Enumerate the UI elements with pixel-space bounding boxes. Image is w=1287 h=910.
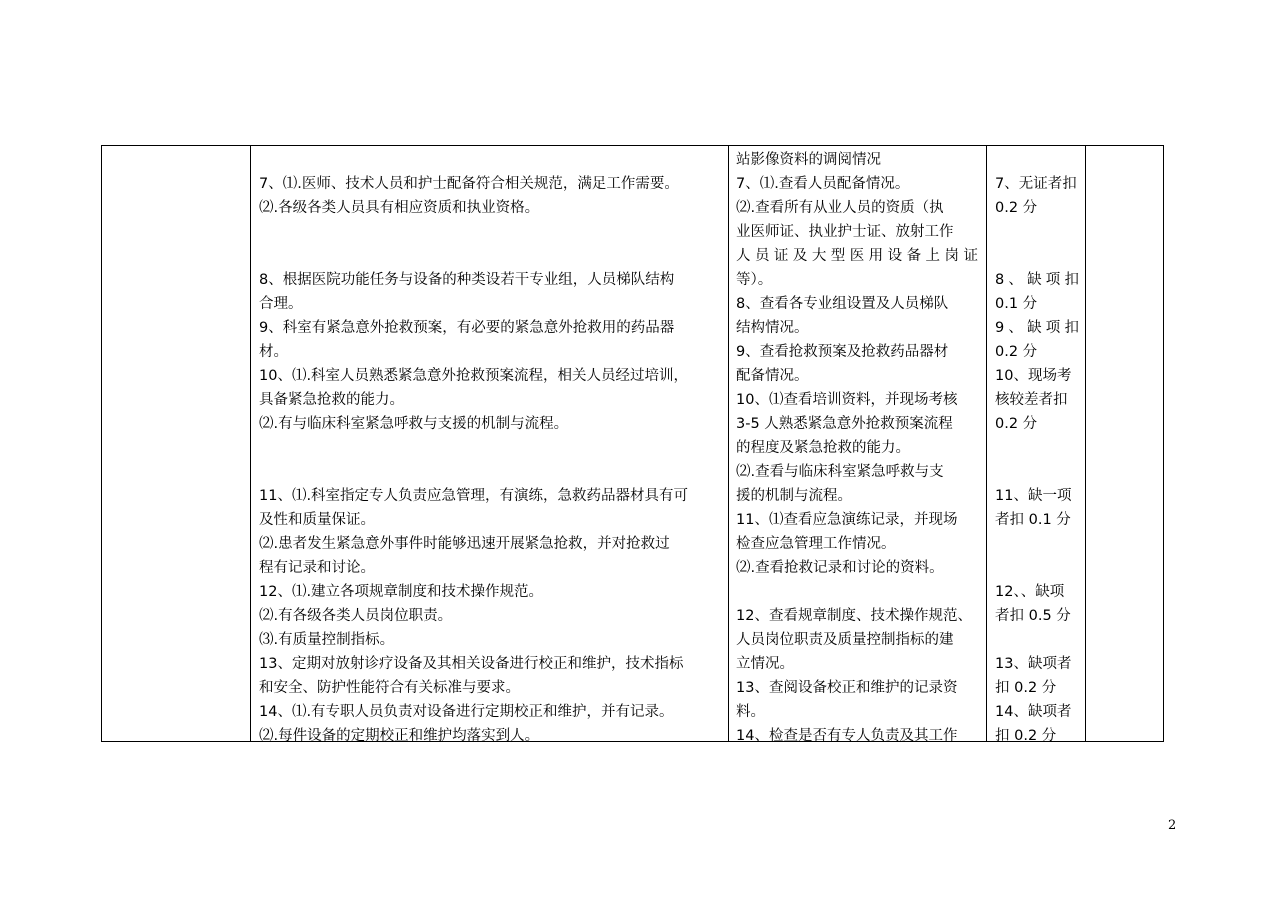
method-text-line: 检查应急管理工作情况。 xyxy=(736,536,896,552)
standard-text-line: 10、⑴.科室人员熟悉紧急意外抢救预案流程，相关人员经过培训， xyxy=(259,368,689,384)
score-text-line: 0.2 分 xyxy=(995,200,1038,216)
method-text-line: 14、检查是否有专人负责及其工作 xyxy=(736,728,958,744)
standard-text-line: ⑵.每件设备的定期校正和维护均落实到人。 xyxy=(259,728,540,744)
method-text-line: 8、查看各专业组设置及人员梯队 xyxy=(736,296,949,312)
standard-text-line: 14、⑴.有专职人员负责对设备进行定期校正和维护，并有记录。 xyxy=(259,704,674,720)
standard-text-line: 13、定期对放射诊疗设备及其相关设备进行校正和维护，技术指标 xyxy=(259,656,684,672)
method-text-line: 人 员 证 及 大 型 医 用 设 备 上 岗 证 xyxy=(736,248,978,264)
standard-text-line: ⑵.各级各类人员具有相应资质和执业资格。 xyxy=(259,200,540,216)
column-divider xyxy=(250,146,251,741)
standard-text-line: 和安全、防护性能符合有关标准与要求。 xyxy=(259,680,520,696)
method-text-line: ⑵.查看抢救记录和讨论的资料。 xyxy=(736,560,944,576)
score-text-line: 扣 0.2 分 xyxy=(995,680,1057,696)
standard-text-line: 12、⑴.建立各项规章制度和技术操作规范。 xyxy=(259,584,544,600)
score-text-line: 者扣 0.1 分 xyxy=(995,512,1071,528)
method-text-line: ⑵.查看所有从业人员的资质（执 xyxy=(736,200,944,216)
score-text-line: 14、缺项者 xyxy=(995,704,1072,720)
standard-text-line: 材。 xyxy=(259,344,288,360)
method-text-line: 9、查看抢救预案及抢救药品器材 xyxy=(736,344,949,360)
column-divider xyxy=(1085,146,1086,741)
score-text-line: 13、缺项者 xyxy=(995,656,1072,672)
standard-text-line: 合理。 xyxy=(259,296,303,312)
score-text-line: 10、现场考 xyxy=(995,368,1072,384)
standard-text-line: 程有记录和讨论。 xyxy=(259,560,375,576)
score-text-line: 核较差者扣 xyxy=(995,392,1068,408)
method-text-line: 配备情况。 xyxy=(736,368,809,384)
method-text-line: 12、查看规章制度、技术操作规范、 xyxy=(736,608,972,624)
standard-text-line: 8、根据医院功能任务与设备的种类设若干专业组，人员梯队结构 xyxy=(259,272,675,288)
method-text-line: 11、⑴查看应急演练记录，并现场 xyxy=(736,512,958,528)
score-text-line: 扣 0.2 分 xyxy=(995,728,1057,744)
method-text-line: 立情况。 xyxy=(736,656,794,672)
score-text-line: 11、缺一项 xyxy=(995,488,1072,504)
method-text-line: 13、查阅设备校正和维护的记录资 xyxy=(736,680,958,696)
standard-text-line: 及性和质量保证。 xyxy=(259,512,375,528)
standard-text-line: 具备紧急抢救的能力。 xyxy=(259,392,404,408)
score-text-line: 者扣 0.5 分 xyxy=(995,608,1071,624)
standard-text-line: 7、⑴.医师、技术人员和护士配备符合相关规范，满足工作需要。 xyxy=(259,176,679,192)
method-text-line: ⑵.查看与临床科室紧急呼救与支 xyxy=(736,464,944,480)
standard-text-line: ⑵.患者发生紧急意外事件时能够迅速开展紧急抢救，并对抢救过 xyxy=(259,536,670,552)
standard-text-line: ⑶.有质量控制指标。 xyxy=(259,632,395,648)
page-number: 2 xyxy=(1168,818,1177,833)
method-text-line: 站影像资料的调阅情况 xyxy=(736,152,881,168)
score-text-line: 9 、 缺 项 扣 xyxy=(995,320,1079,336)
method-text-line: 结构情况。 xyxy=(736,320,809,336)
score-text-line: 7、无证者扣 xyxy=(995,176,1077,192)
method-text-line: 等）。 xyxy=(736,272,773,288)
standard-text-line: ⑵.有各级各类人员岗位职责。 xyxy=(259,608,453,624)
score-text-line: 8 、 缺 项 扣 xyxy=(995,272,1079,288)
method-text-line: 人员岗位职责及质量控制指标的建 xyxy=(736,632,954,648)
score-text-line: 12、、缺项 xyxy=(995,584,1065,600)
column-divider xyxy=(728,146,729,741)
method-text-line: 援的机制与流程。 xyxy=(736,488,852,504)
score-text-line: 0.1 分 xyxy=(995,296,1038,312)
score-text-line: 0.2 分 xyxy=(995,416,1038,432)
standard-text-line: ⑵.有与临床科室紧急呼救与支援的机制与流程。 xyxy=(259,416,569,432)
score-text-line: 0.2 分 xyxy=(995,344,1038,360)
method-text-line: 7、⑴.查看人员配备情况。 xyxy=(736,176,910,192)
method-text-line: 的程度及紧急抢救的能力。 xyxy=(736,440,910,456)
method-text-line: 3-5 人熟悉紧急意外抢救预案流程 xyxy=(736,416,953,432)
standard-text-line: 9、科室有紧急意外抢救预案，有必要的紧急意外抢救用的药品器 xyxy=(259,320,675,336)
assessment-table xyxy=(101,145,1164,742)
method-text-line: 10、⑴查看培训资料，并现场考核 xyxy=(736,392,958,408)
method-text-line: 料。 xyxy=(736,704,765,720)
method-text-line: 业医师证、执业护士证、放射工作 xyxy=(736,224,954,240)
column-divider xyxy=(986,146,987,741)
standard-text-line: 11、⑴.科室指定专人负责应急管理，有演练，急救药品器材具有可 xyxy=(259,488,689,504)
